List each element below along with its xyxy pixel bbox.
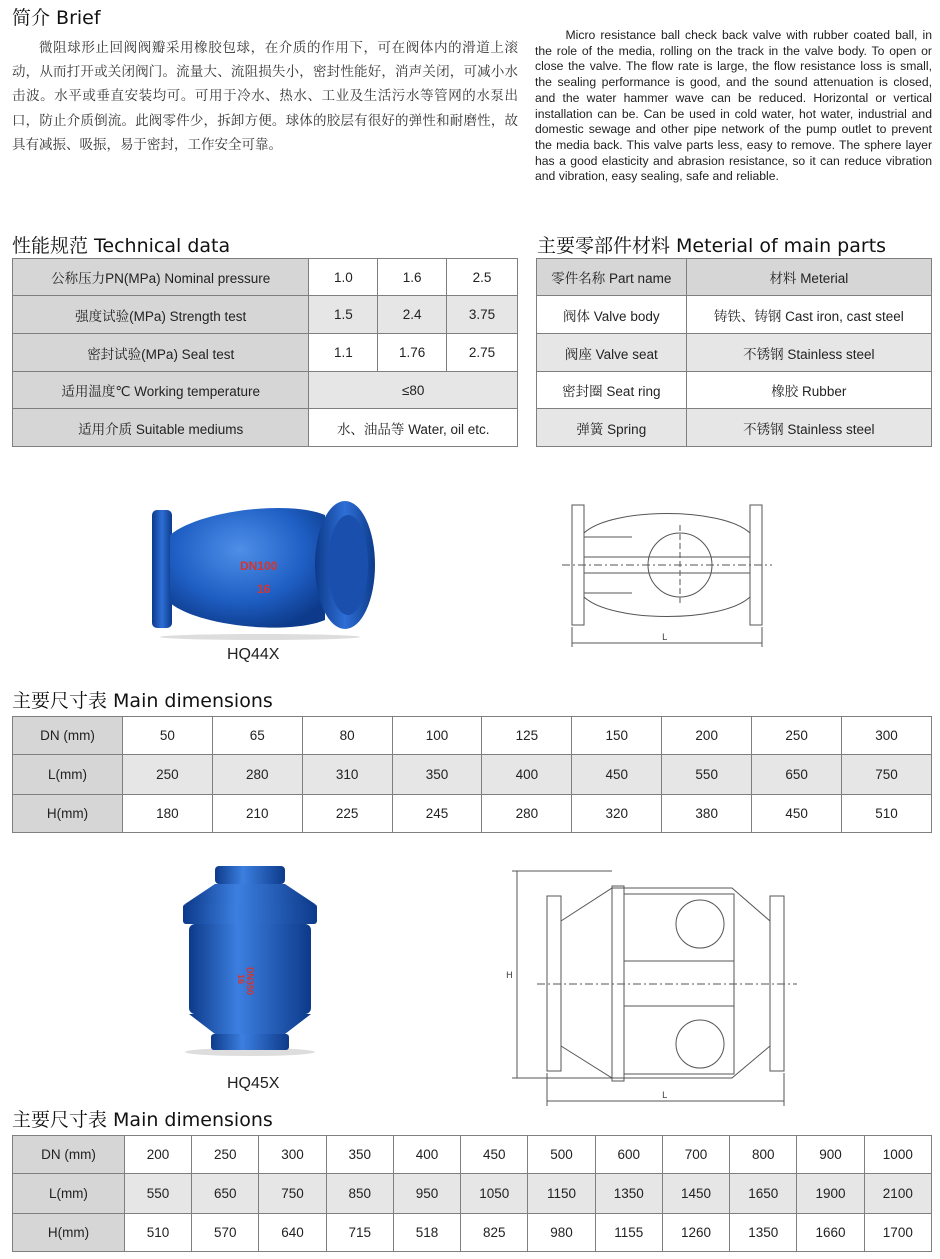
- part-name: 密封圈 Seat ring: [537, 372, 687, 409]
- dims2-title: 主要尺寸表 Main dimensions: [12, 1109, 273, 1131]
- cell: 1.1: [309, 334, 378, 372]
- cell: 1660: [797, 1214, 864, 1252]
- cell: ≤80: [309, 372, 518, 409]
- cell: 245: [392, 795, 482, 833]
- brief-title: 简介 Brief: [12, 7, 101, 29]
- hq45x-technical-drawing: [502, 866, 802, 1111]
- cell: 1260: [662, 1214, 729, 1252]
- table-row: [13, 1174, 932, 1214]
- part-material: 橡胶 Rubber: [686, 372, 931, 409]
- table-row: [537, 334, 932, 372]
- row-label: 适用温度℃ Working temperature: [13, 372, 309, 409]
- cell: 518: [393, 1214, 460, 1252]
- row-label: 公称压力PN(MPa) Nominal pressure: [13, 259, 309, 296]
- cell: 3.75: [447, 296, 518, 334]
- cell: 225: [302, 795, 392, 833]
- body-mark: DN100: [240, 559, 278, 573]
- dimension-label: L: [662, 633, 668, 643]
- cell: 300: [842, 717, 932, 755]
- cell: 1700: [864, 1214, 931, 1252]
- cell: 1.5: [309, 296, 378, 334]
- part-material: 铸铁、铸钢 Cast iron, cast steel: [686, 296, 931, 334]
- column-header: 材料 Meterial: [686, 259, 931, 296]
- table-row: [13, 296, 518, 334]
- dimension-label: H: [506, 971, 513, 981]
- cell: 715: [326, 1214, 393, 1252]
- hq44x-technical-drawing: [562, 495, 772, 655]
- cell: 450: [461, 1136, 528, 1174]
- cell: 50: [122, 717, 212, 755]
- cell: 650: [192, 1174, 259, 1214]
- body-mark: 16: [236, 974, 246, 985]
- cell: 950: [393, 1174, 460, 1214]
- cell: 250: [192, 1136, 259, 1174]
- cell: 550: [662, 755, 752, 795]
- cell: 280: [482, 795, 572, 833]
- cell: 600: [595, 1136, 662, 1174]
- dims1-title: 主要尺寸表 Main dimensions: [12, 690, 273, 712]
- column-header: 零件名称 Part name: [537, 259, 687, 296]
- cell: 1650: [730, 1174, 797, 1214]
- model-label-hq45x: HQ45X: [227, 1075, 280, 1092]
- cell: 400: [393, 1136, 460, 1174]
- brief-chinese-text: 微阻球形止回阀阀瓣采用橡胶包球，在介质的作用下，可在阀体内的滑道上滚动，从而打开或关闭阀门。流量大、流阻损失小，密封性能好，消声关闭，可减小水击波。水平或垂直安装均可。可用于冷水、热水、工业及生活污水等管网的水泵出口，防止介质倒流。此阀零件少，拆卸方便。球体的胶层有很好的弹性和耐磨性，故具有减振、吸振，易于密封，工作安全可靠。: [12, 40, 518, 153]
- body-mark: 16: [257, 582, 271, 596]
- part-name: 阀体 Valve body: [537, 296, 687, 334]
- part-name: 弹簧 Spring: [537, 409, 687, 447]
- cell: 1.6: [378, 259, 447, 296]
- row-label: 密封试验(MPa) Seal test: [13, 334, 309, 372]
- cell: 1.0: [309, 259, 378, 296]
- row-label: H(mm): [13, 795, 123, 833]
- table-row: [13, 372, 518, 409]
- cell: 250: [752, 717, 842, 755]
- table-row: [537, 372, 932, 409]
- table-row: [13, 755, 932, 795]
- table-row: [13, 1214, 932, 1252]
- cell: 450: [752, 795, 842, 833]
- cell: 320: [572, 795, 662, 833]
- cell: 250: [122, 755, 212, 795]
- cell: 2100: [864, 1174, 931, 1214]
- technical-table: [12, 258, 518, 447]
- cell: 280: [212, 755, 302, 795]
- part-material: 不锈钢 Stainless steel: [686, 409, 931, 447]
- technical-title: 性能规范 Technical data: [12, 235, 231, 257]
- cell: 150: [572, 717, 662, 755]
- cell: 640: [259, 1214, 326, 1252]
- cell: 510: [842, 795, 932, 833]
- cell: 450: [572, 755, 662, 795]
- brief-english-text: Micro resistance ball check back valve with rubber coated ball, in the role of the media, rolling on the track in the valve body. To open or close the valve. The flow rate is large, the flow resistance loss is small, the sealing performance is good, and the sound attenuation is closed, and the water hammer wave can be reduced. Horizontal or vertical installation can be. Can be used in cold water, hot water, industrial and domestic sewage and other pipe network of the pump outlet to prevent the media back. This valve parts less, easy to remove. The sphere layer has a good elasticity and abrasion resistance, so it can reduce vibration and vibration, easy sealing, safe and reliable.: [535, 28, 932, 184]
- cell: 80: [302, 717, 392, 755]
- cell: 2.4: [378, 296, 447, 334]
- cell: 1050: [461, 1174, 528, 1214]
- cell: 510: [124, 1214, 191, 1252]
- cell: 310: [302, 755, 392, 795]
- cell: 210: [212, 795, 302, 833]
- cell: 1150: [528, 1174, 595, 1214]
- table-row: [13, 717, 932, 755]
- cell: 125: [482, 717, 572, 755]
- row-label: DN (mm): [13, 717, 123, 755]
- row-label: 适用介质 Suitable mediums: [13, 409, 309, 447]
- materials-title: 主要零部件材料 Meterial of main parts: [537, 235, 887, 257]
- hq45x-valve-photo: [175, 862, 325, 1057]
- table-header-row: [537, 259, 932, 296]
- cell: 350: [392, 755, 482, 795]
- body-mark: DN350: [245, 967, 255, 996]
- cell: 570: [192, 1214, 259, 1252]
- cell: 900: [797, 1136, 864, 1174]
- cell: 1900: [797, 1174, 864, 1214]
- table-row: [537, 409, 932, 447]
- row-label: L(mm): [13, 1174, 125, 1214]
- cell: 980: [528, 1214, 595, 1252]
- part-material: 不锈钢 Stainless steel: [686, 334, 931, 372]
- cell: 1000: [864, 1136, 931, 1174]
- cell: 200: [124, 1136, 191, 1174]
- table-row: [13, 409, 518, 447]
- hq44x-valve-photo: [140, 495, 380, 640]
- cell: 300: [259, 1136, 326, 1174]
- cell: 800: [730, 1136, 797, 1174]
- row-label: 强度试验(MPa) Strength test: [13, 296, 309, 334]
- part-name: 阀座 Valve seat: [537, 334, 687, 372]
- cell: 650: [752, 755, 842, 795]
- row-label: L(mm): [13, 755, 123, 795]
- table-row: [13, 259, 518, 296]
- cell: 100: [392, 717, 482, 755]
- cell: 200: [662, 717, 752, 755]
- dimension-label: L: [662, 1091, 668, 1101]
- row-label: H(mm): [13, 1214, 125, 1252]
- cell: 1350: [595, 1174, 662, 1214]
- cell: 180: [122, 795, 212, 833]
- cell: 1450: [662, 1174, 729, 1214]
- table-row: [13, 1136, 932, 1174]
- cell: 1155: [595, 1214, 662, 1252]
- cell: 750: [842, 755, 932, 795]
- dims1-table: [12, 716, 932, 833]
- dims2-table: [12, 1135, 932, 1252]
- materials-table: [536, 258, 932, 447]
- cell: 1350: [730, 1214, 797, 1252]
- cell: 850: [326, 1174, 393, 1214]
- model-label-hq44x: HQ44X: [227, 646, 280, 663]
- cell: 350: [326, 1136, 393, 1174]
- table-row: [537, 296, 932, 334]
- cell: 400: [482, 755, 572, 795]
- table-row: [13, 795, 932, 833]
- cell: 水、油品等 Water, oil etc.: [309, 409, 518, 447]
- cell: 1.76: [378, 334, 447, 372]
- cell: 380: [662, 795, 752, 833]
- table-row: [13, 334, 518, 372]
- cell: 2.75: [447, 334, 518, 372]
- cell: 65: [212, 717, 302, 755]
- cell: 700: [662, 1136, 729, 1174]
- cell: 550: [124, 1174, 191, 1214]
- cell: 750: [259, 1174, 326, 1214]
- cell: 2.5: [447, 259, 518, 296]
- cell: 500: [528, 1136, 595, 1174]
- cell: 825: [461, 1214, 528, 1252]
- row-label: DN (mm): [13, 1136, 125, 1174]
